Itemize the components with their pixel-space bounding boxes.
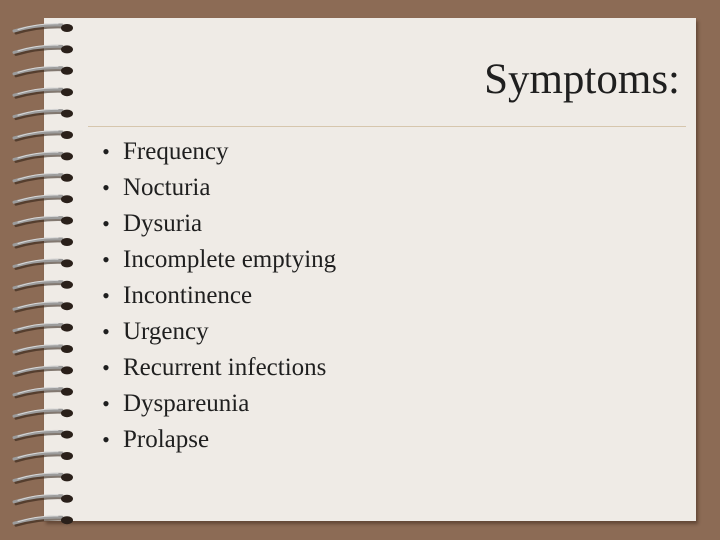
binding-ring: [14, 238, 73, 247]
list-item: [96, 314, 656, 350]
list-item-label: Nocturia: [123, 174, 211, 201]
binding-ring: [14, 24, 73, 33]
binding-ring: [14, 152, 73, 161]
list-item: [96, 206, 656, 242]
list-item: [96, 242, 656, 278]
slide-title: Symptoms:: [484, 56, 680, 103]
list-item-label: Dysuria: [123, 210, 203, 237]
binding-ring: [14, 45, 73, 54]
binding-ring: [14, 109, 73, 118]
list-item-label: Frequency: [123, 138, 229, 165]
bullet-icon: •: [102, 283, 110, 308]
bullet-icon: •: [102, 139, 110, 164]
list-item-label: Prolapse: [123, 426, 210, 453]
binding-ring: [14, 409, 73, 418]
binding-ring: [14, 430, 73, 439]
symptom-list: [96, 134, 656, 458]
bullet-icon: •: [102, 427, 110, 452]
bullet-icon: •: [102, 355, 110, 380]
binding-ring: [14, 174, 73, 183]
binding-ring: [14, 388, 73, 397]
list-item: [96, 134, 656, 170]
binding-ring: [14, 67, 73, 76]
list-item-label: Dyspareunia: [123, 390, 250, 417]
binding-ring: [14, 345, 73, 354]
list-item-label: Recurrent infections: [123, 354, 327, 381]
bullet-icon: •: [102, 211, 110, 236]
binding-ring: [14, 131, 73, 140]
list-item: [96, 170, 656, 206]
binding-ring: [14, 302, 73, 311]
binding-ring: [14, 216, 73, 225]
list-item-label: Incontinence: [123, 282, 253, 309]
list-item: [96, 386, 656, 422]
binding-ring: [14, 495, 73, 504]
bullet-icon: •: [102, 247, 110, 272]
binding-ring: [14, 473, 73, 482]
bullet-icon: •: [102, 175, 110, 200]
binding-ring: [14, 516, 73, 525]
list-item: [96, 278, 656, 314]
binding-ring: [14, 259, 73, 268]
binding-ring: [14, 366, 73, 375]
binding-ring: [14, 452, 73, 461]
bullet-icon: •: [102, 391, 110, 416]
list-item: [96, 422, 656, 458]
title-divider: [88, 126, 686, 127]
binding-ring: [14, 88, 73, 97]
list-item: [96, 350, 656, 386]
binding-ring: [14, 323, 73, 332]
binding-ring: [14, 281, 73, 290]
list-item-label: Incomplete emptying: [123, 246, 337, 273]
binding-ring: [14, 195, 73, 204]
list-item-label: Urgency: [123, 318, 209, 345]
spiral-binding-icon: [0, 0, 90, 540]
bullet-icon: •: [102, 319, 110, 344]
